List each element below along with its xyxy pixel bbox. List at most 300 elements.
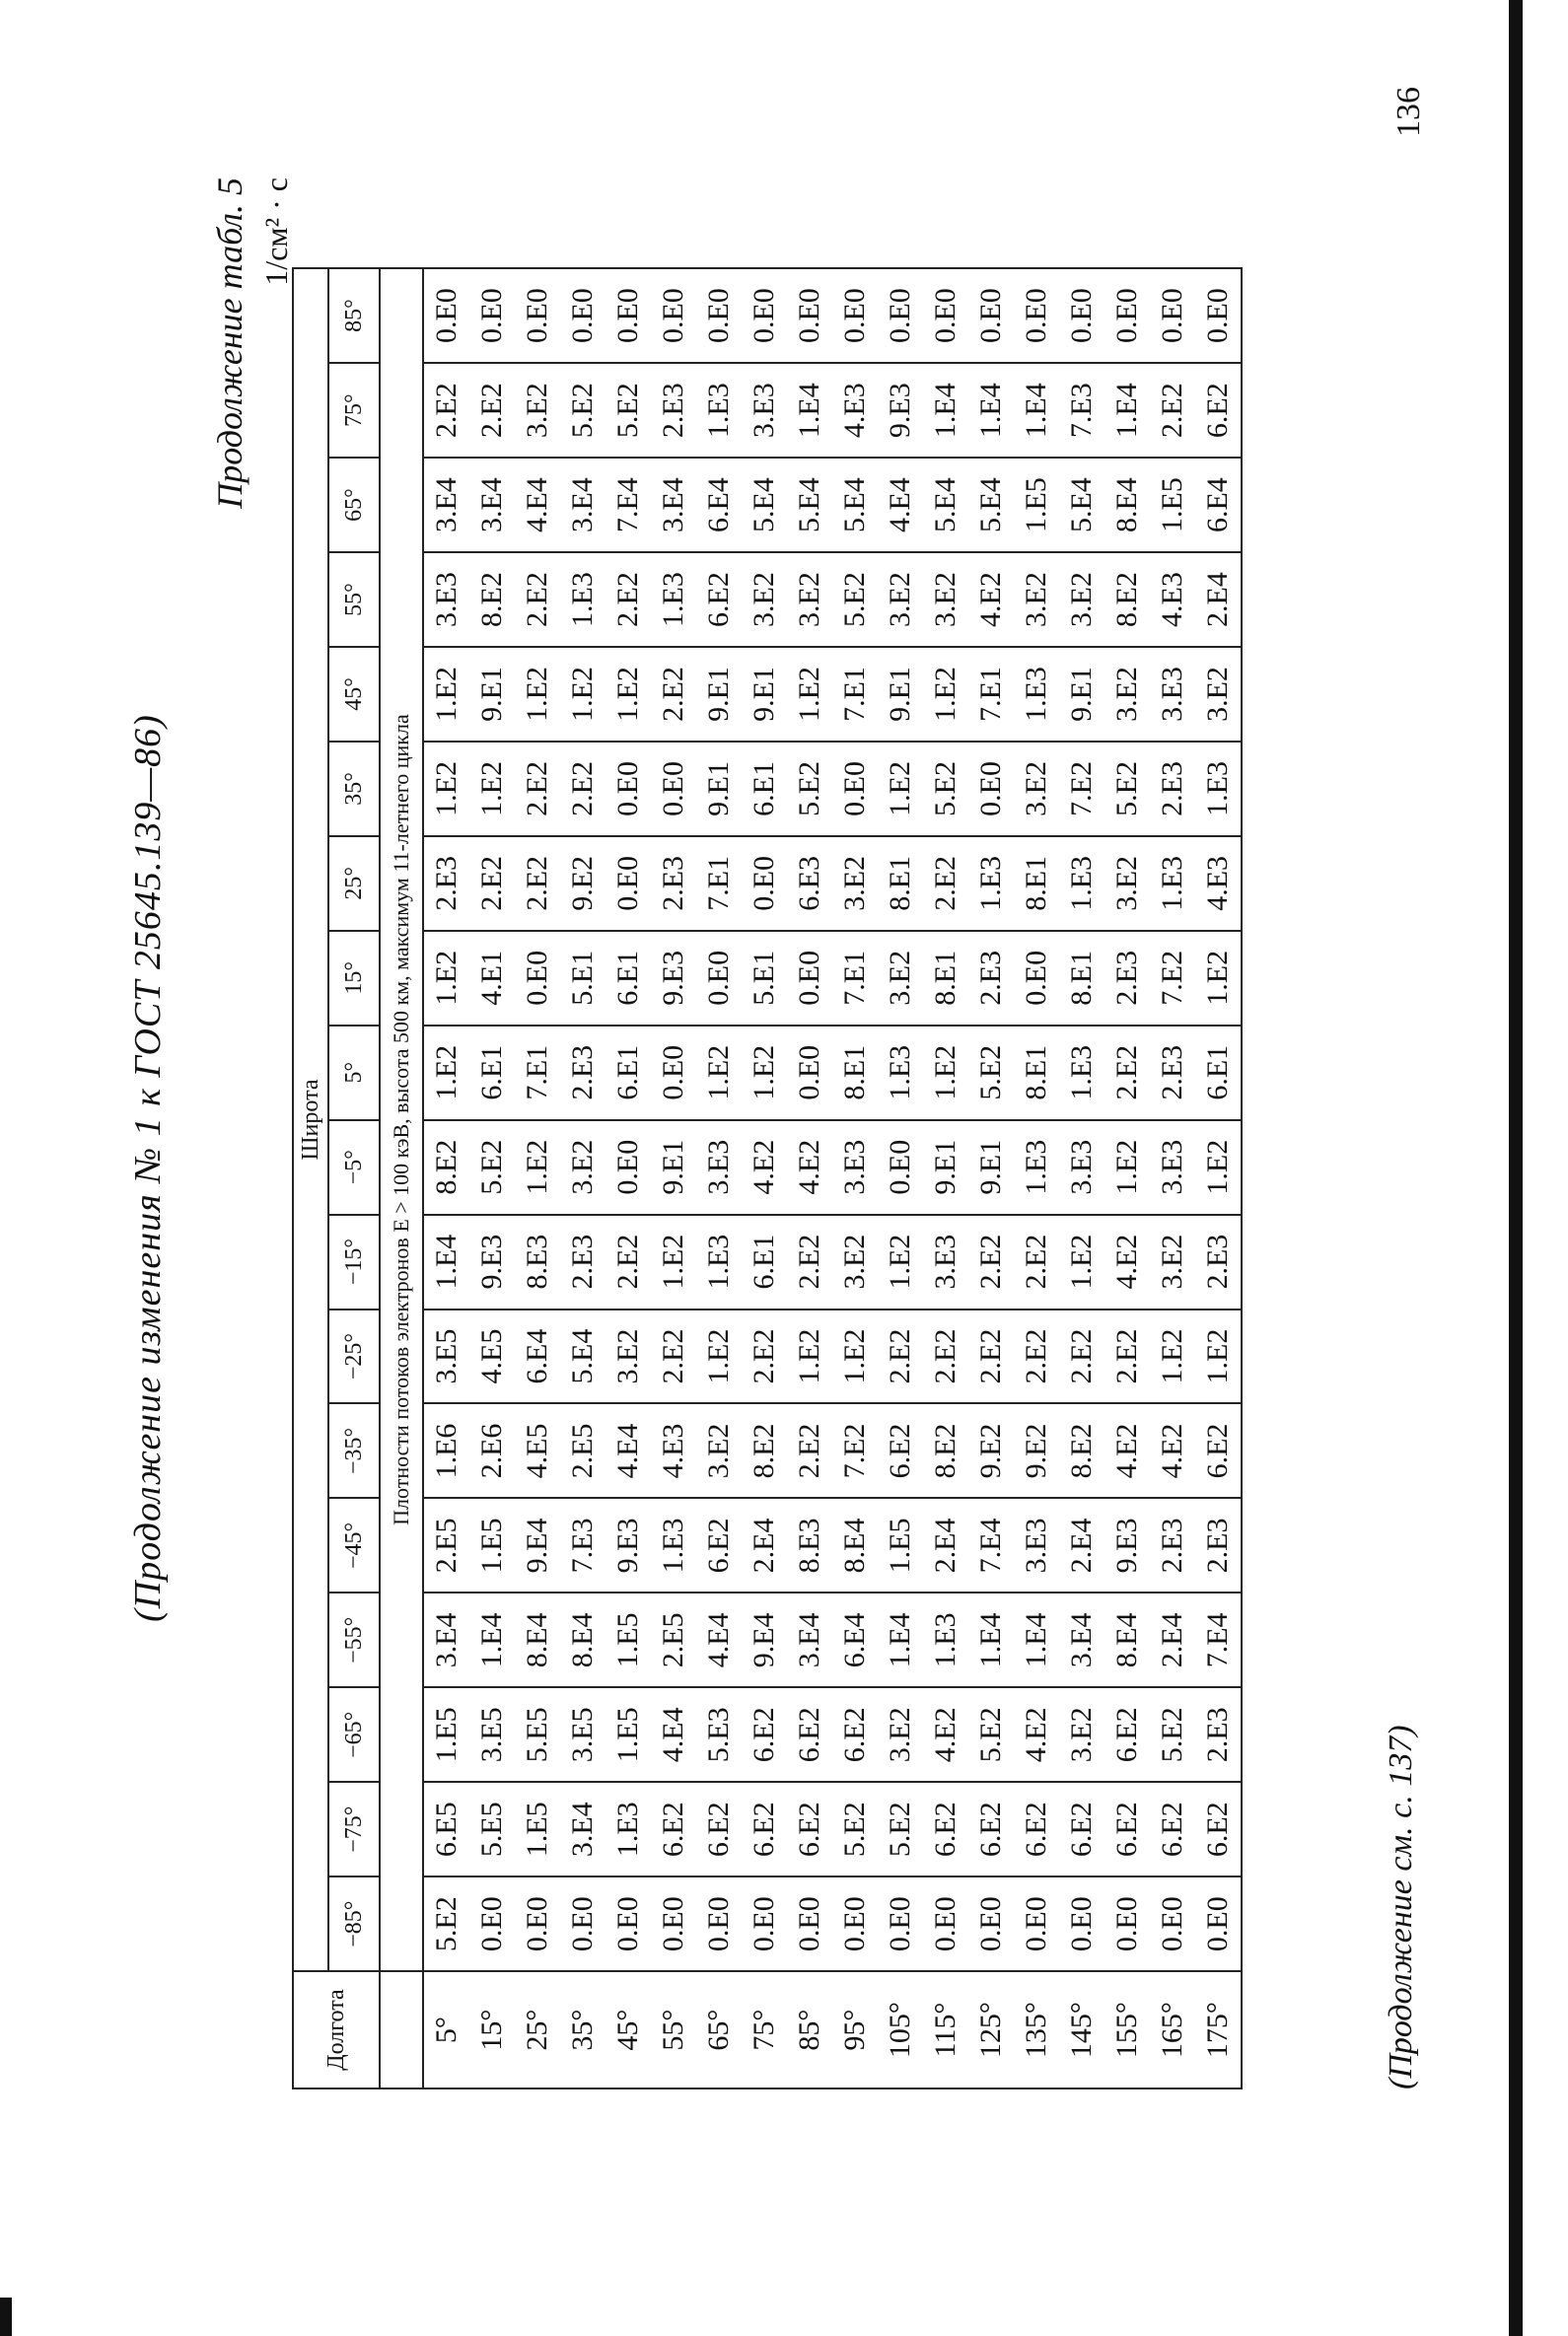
flux-value-cell: 1.E3 [878,1026,923,1120]
flux-value-cell: 2.E2 [651,647,696,742]
flux-value-cell: 3.E5 [423,1310,469,1404]
flux-value-cell: 1.E4 [968,1593,1014,1687]
flux-value-cell: 7.E1 [515,1026,560,1120]
flux-value-cell: 2.E3 [651,363,696,458]
flux-value-cell: 4.E2 [742,1120,787,1215]
flux-value-cell: 1.E2 [696,1310,742,1404]
flux-value-cell: 0.E0 [423,268,469,363]
flux-value-cell: 5.E2 [878,1782,923,1876]
flux-value-cell: 1.E3 [968,836,1014,931]
flux-value-cell: 1.E2 [787,647,832,742]
flux-value-cell: 1.E4 [469,1593,515,1687]
flux-value-cell: 1.E2 [515,647,560,742]
flux-value-cell: 3.E3 [1014,1498,1059,1593]
flux-value-cell: 5.E1 [742,931,787,1026]
flux-value-cell: 1.E6 [423,1404,469,1499]
flux-value-cell: 1.E3 [1059,836,1105,931]
longitude-cell: 175° [1195,1971,1242,2088]
flux-value-cell: 5.E5 [515,1687,560,1782]
flux-value-cell: 6.E2 [742,1687,787,1782]
flux-value-cell: 8.E2 [923,1404,968,1499]
latitude-column-header: −75° [328,1782,380,1876]
page-number: 136 [1390,87,1427,137]
flux-value-cell: 9.E1 [878,647,923,742]
flux-value-cell: 8.E4 [1105,458,1150,552]
flux-value-cell: 5.E2 [832,1782,878,1876]
flux-value-cell: 6.E4 [696,458,742,552]
flux-value-cell: 3.E2 [1014,742,1059,836]
flux-value-cell: 0.E0 [1105,268,1150,363]
flux-value-cell: 7.E3 [560,1498,606,1593]
flux-value-cell: 1.E2 [560,647,606,742]
flux-value-cell: 2.E4 [1195,552,1242,647]
flux-value-cell: 0.E0 [606,742,651,836]
flux-value-cell: 0.E0 [1195,268,1242,363]
scan-edge-bar [1509,0,1523,2336]
flux-value-cell: 5.E2 [423,1876,469,1971]
flux-value-cell: 2.E2 [1014,1310,1059,1404]
flux-value-cell: 3.E2 [1105,836,1150,931]
longitude-cell: 15° [469,1971,515,2088]
flux-value-cell: 1.E2 [1150,1310,1195,1404]
flux-value-cell: 2.E2 [1059,1310,1105,1404]
flux-value-cell: 9.E4 [515,1498,560,1593]
flux-value-cell: 3.E4 [423,1593,469,1687]
flux-value-cell: 4.E2 [787,1120,832,1215]
table-row [742,268,787,2088]
flux-value-cell: 1.E2 [696,1026,742,1120]
flux-value-cell: 1.E3 [1059,1026,1105,1120]
flux-value-cell: 9.E3 [878,363,923,458]
flux-value-cell: 6.E2 [1150,1782,1195,1876]
flux-value-cell: 6.E1 [606,931,651,1026]
flux-value-cell: 0.E0 [742,836,787,931]
flux-value-cell: 0.E0 [469,1876,515,1971]
flux-value-cell: 1.E2 [423,647,469,742]
flux-value-cell: 6.E4 [515,1310,560,1404]
flux-value-cell: 6.E2 [878,1404,923,1499]
flux-value-cell: 1.E2 [423,931,469,1026]
flux-value-cell: 2.E4 [1150,1593,1195,1687]
flux-value-cell: 3.E2 [923,552,968,647]
flux-value-cell: 0.E0 [651,1876,696,1971]
flux-value-cell: 8.E4 [515,1593,560,1687]
flux-value-cell: 3.E2 [560,1120,606,1215]
latitude-column-header: 75° [328,363,380,458]
flux-value-cell: 8.E1 [878,836,923,931]
longitude-header: Долгота [293,1971,380,2088]
flux-value-cell: 3.E2 [1105,647,1150,742]
flux-value-cell: 2.E3 [423,836,469,931]
flux-value-cell: 0.E0 [696,931,742,1026]
flux-value-cell: 6.E1 [742,1215,787,1310]
flux-value-cell: 8.E2 [1105,552,1150,647]
flux-value-cell: 5.E4 [923,458,968,552]
latitude-column-header: −25° [328,1310,380,1404]
flux-value-cell: 2.E2 [878,1310,923,1404]
flux-value-cell: 8.E3 [787,1498,832,1593]
flux-value-cell: 1.E4 [1105,363,1150,458]
table-row [923,268,968,2088]
table-row [832,268,878,2088]
flux-value-cell: 1.E2 [1195,1120,1242,1215]
flux-value-cell: 8.E4 [832,1498,878,1593]
latitude-column-header: 15° [328,931,380,1026]
flux-value-cell: 0.E0 [787,1026,832,1120]
flux-value-cell: 8.E2 [469,552,515,647]
flux-value-cell: 0.E0 [606,268,651,363]
longitude-cell: 115° [923,1971,968,2088]
latitude-column-header: −5° [328,1120,380,1215]
flux-value-cell: 2.E2 [606,1215,651,1310]
flux-value-cell: 1.E5 [1014,458,1059,552]
flux-value-cell: 5.E1 [560,931,606,1026]
flux-value-cell: 1.E2 [742,1026,787,1120]
flux-value-cell: 0.E0 [696,1876,742,1971]
flux-value-cell: 1.E2 [469,742,515,836]
flux-value-cell: 3.E3 [1150,647,1195,742]
flux-value-cell: 8.E4 [1105,1593,1150,1687]
flux-value-cell: 3.E4 [651,458,696,552]
flux-value-cell: 5.E4 [832,458,878,552]
longitude-cell: 135° [1014,1971,1059,2088]
flux-value-cell: 7.E2 [1059,742,1105,836]
flux-value-cell: 5.E3 [696,1687,742,1782]
flux-value-cell: 0.E0 [1059,1876,1105,1971]
flux-value-cell: 0.E0 [1195,1876,1242,1971]
flux-value-cell: 6.E2 [1059,1782,1105,1876]
flux-value-cell: 5.E2 [560,363,606,458]
flux-value-cell: 7.E1 [696,836,742,931]
flux-value-cell: 2.E3 [1150,1498,1195,1593]
flux-value-cell: 1.E2 [1105,1120,1150,1215]
flux-value-cell: 1.E4 [787,363,832,458]
flux-value-cell: 3.E2 [878,1687,923,1782]
flux-value-cell: 4.E3 [1150,552,1195,647]
flux-value-cell: 5.E2 [606,363,651,458]
flux-value-cell: 3.E2 [696,1404,742,1499]
flux-value-cell: 7.E1 [832,931,878,1026]
flux-value-cell: 2.E2 [515,836,560,931]
flux-value-cell: 3.E3 [423,552,469,647]
longitude-cell: 85° [787,1971,832,2088]
flux-value-cell: 5.E4 [787,458,832,552]
table-row [1150,268,1195,2088]
flux-value-cell: 5.E2 [787,742,832,836]
flux-value-cell: 3.E2 [832,836,878,931]
flux-value-cell: 2.E3 [1195,1687,1242,1782]
flux-value-cell: 0.E0 [742,268,787,363]
flux-value-cell: 1.E2 [651,1215,696,1310]
longitude-cell: 155° [1105,1971,1150,2088]
flux-value-cell: 7.E3 [1059,363,1105,458]
flux-value-cell: 0.E0 [787,268,832,363]
flux-value-cell: 0.E0 [1014,931,1059,1026]
longitude-cell: 65° [696,1971,742,2088]
table-row [1014,268,1059,2088]
flux-value-cell: 0.E0 [1059,268,1105,363]
flux-value-cell: 2.E5 [651,1593,696,1687]
latitude-column-header: 35° [328,742,380,836]
continuation-note: (Продолжение см. с. 137) [1383,1725,1419,2089]
flux-value-cell: 0.E0 [878,1876,923,1971]
flux-value-cell: 6.E1 [1195,1026,1242,1120]
flux-value-cell: 2.E2 [1105,1310,1150,1404]
section-title: Плотности потоков электронов E > 100 кэВ, высота 500 км, максимум 11-летнего цикла [380,268,423,1971]
table-row [651,268,696,2088]
flux-value-cell: 9.E3 [651,931,696,1026]
flux-value-cell: 4.E2 [1105,1404,1150,1499]
flux-value-cell: 3.E2 [1195,647,1242,742]
flux-value-cell: 3.E4 [560,1782,606,1876]
flux-value-cell: 2.E2 [1105,1026,1150,1120]
flux-value-cell: 1.E2 [1195,1310,1242,1404]
flux-value-cell: 0.E0 [923,1876,968,1971]
table-unit: 1/см² · с [258,177,294,286]
flux-value-cell: 4.E2 [1014,1687,1059,1782]
flux-value-cell: 8.E1 [923,931,968,1026]
flux-value-cell: 4.E4 [651,1687,696,1782]
longitude-cell: 5° [423,1971,469,2088]
flux-value-cell: 1.E4 [1014,1593,1059,1687]
flux-value-cell: 4.E4 [606,1404,651,1499]
flux-value-cell: 3.E2 [832,1215,878,1310]
flux-value-cell: 7.E4 [1195,1593,1242,1687]
flux-value-cell: 0.E0 [968,1876,1014,1971]
flux-value-cell: 1.E2 [423,742,469,836]
flux-value-cell: 9.E1 [696,742,742,836]
flux-value-cell: 6.E2 [696,552,742,647]
flux-value-cell: 4.E4 [515,458,560,552]
flux-value-cell: 9.E1 [742,647,787,742]
flux-value-cell: 2.E2 [469,363,515,458]
flux-value-cell: 1.E5 [469,1498,515,1593]
flux-value-cell: 6.E1 [742,742,787,836]
flux-value-cell: 0.E0 [469,268,515,363]
latitude-column-header: −85° [328,1876,380,1971]
flux-value-cell: 1.E5 [515,1782,560,1876]
table-row [1105,268,1150,2088]
flux-value-cell: 2.E4 [742,1498,787,1593]
flux-value-cell: 1.E3 [606,1782,651,1876]
flux-value-cell: 9.E3 [606,1498,651,1593]
flux-value-cell: 1.E2 [1059,1215,1105,1310]
flux-value-cell: 3.E4 [787,1593,832,1687]
flux-value-cell: 2.E2 [423,363,469,458]
flux-value-cell: 6.E2 [832,1687,878,1782]
flux-value-cell: 0.E0 [696,268,742,363]
flux-value-cell: 1.E3 [696,363,742,458]
flux-value-cell: 5.E2 [1105,742,1150,836]
table-row [515,268,560,2088]
flux-value-cell: 3.E2 [742,552,787,647]
flux-value-cell: 8.E3 [515,1215,560,1310]
flux-value-cell: 8.E2 [1059,1404,1105,1499]
flux-value-cell: 8.E1 [1014,1026,1059,1120]
flux-value-cell: 8.E4 [560,1593,606,1687]
flux-value-cell: 5.E4 [1059,458,1105,552]
flux-value-cell: 5.E4 [968,458,1014,552]
flux-value-cell: 0.E0 [515,268,560,363]
flux-value-cell: 0.E0 [742,1876,787,1971]
flux-value-cell: 0.E0 [1014,1876,1059,1971]
flux-value-cell: 4.E4 [696,1593,742,1687]
flux-value-cell: 0.E0 [606,836,651,931]
flux-value-cell: 4.E3 [651,1404,696,1499]
flux-value-cell: 2.E3 [1105,931,1150,1026]
flux-value-cell: 0.E0 [515,931,560,1026]
table-row [606,268,651,2088]
flux-value-cell: 3.E4 [423,458,469,552]
flux-value-cell: 3.E2 [878,931,923,1026]
flux-value-cell: 1.E5 [606,1687,651,1782]
flux-value-cell: 9.E2 [560,836,606,931]
flux-value-cell: 7.E2 [1150,931,1195,1026]
flux-value-cell: 0.E0 [560,268,606,363]
flux-value-cell: 9.E1 [923,1120,968,1215]
flux-value-cell: 6.E2 [696,1782,742,1876]
flux-value-cell: 8.E2 [742,1404,787,1499]
flux-value-cell: 4.E4 [878,458,923,552]
flux-value-cell: 2.E2 [560,742,606,836]
flux-value-cell: 1.E3 [696,1215,742,1310]
flux-value-cell: 2.E2 [515,552,560,647]
flux-value-cell: 9.E3 [1105,1498,1150,1593]
flux-value-cell: 9.E4 [742,1593,787,1687]
flux-value-cell: 0.E0 [1150,1876,1195,1971]
flux-value-cell: 2.E4 [923,1498,968,1593]
latitude-column-header: 55° [328,552,380,647]
flux-value-cell: 9.E2 [1014,1404,1059,1499]
latitude-column-header: 25° [328,836,380,931]
flux-value-cell: 3.E2 [1150,1215,1195,1310]
flux-value-cell: 4.E2 [968,552,1014,647]
flux-value-cell: 2.E3 [560,1215,606,1310]
flux-value-cell: 9.E1 [1059,647,1105,742]
flux-value-cell: 3.E2 [1059,552,1105,647]
table-row [696,268,742,2088]
flux-value-cell: 4.E2 [923,1687,968,1782]
flux-value-cell: 2.E2 [923,836,968,931]
flux-value-cell: 0.E0 [787,1876,832,1971]
flux-value-cell: 9.E1 [469,647,515,742]
flux-value-cell: 1.E2 [832,1310,878,1404]
flux-value-cell: 1.E2 [423,1026,469,1120]
flux-value-cell: 1.E5 [423,1687,469,1782]
flux-value-cell: 5.E4 [560,1310,606,1404]
flux-value-cell: 2.E5 [560,1404,606,1499]
flux-value-cell: 4.E1 [469,931,515,1026]
flux-value-cell: 9.E1 [696,647,742,742]
flux-value-cell: 1.E4 [423,1215,469,1310]
flux-value-cell: 2.E2 [742,1310,787,1404]
flux-density-table [292,267,1243,2089]
flux-value-cell: 3.E3 [696,1120,742,1215]
flux-value-cell: 0.E0 [651,268,696,363]
flux-value-cell: 6.E4 [832,1593,878,1687]
flux-value-cell: 3.E3 [742,363,787,458]
flux-value-cell: 6.E2 [1195,1404,1242,1499]
table-row [560,268,606,2088]
flux-value-cell: 3.E2 [1059,1687,1105,1782]
flux-value-cell: 8.E1 [1059,931,1105,1026]
flux-value-cell: 2.E3 [651,836,696,931]
flux-value-cell: 3.E5 [560,1687,606,1782]
flux-value-cell: 0.E0 [560,1876,606,1971]
flux-value-cell: 3.E2 [515,363,560,458]
flux-value-cell: 1.E3 [651,1498,696,1593]
flux-value-cell: 3.E4 [469,458,515,552]
flux-value-cell: 1.E2 [787,1310,832,1404]
flux-value-cell: 1.E4 [923,363,968,458]
flux-value-cell: 1.E2 [923,647,968,742]
flux-value-cell: 0.E0 [968,268,1014,363]
flux-value-cell: 5.E2 [968,1687,1014,1782]
flux-value-cell: 2.E3 [1150,742,1195,836]
flux-value-cell: 3.E3 [1150,1120,1195,1215]
flux-value-cell: 8.E1 [832,1026,878,1120]
flux-value-cell: 4.E5 [469,1310,515,1404]
flux-value-cell: 1.E5 [878,1498,923,1593]
flux-value-cell: 1.E3 [1014,647,1059,742]
flux-value-cell: 6.E2 [968,1782,1014,1876]
flux-value-cell: 7.E2 [832,1404,878,1499]
table-row [1195,268,1242,2088]
flux-value-cell: 1.E2 [515,1120,560,1215]
flux-value-cell: 0.E0 [606,1120,651,1215]
flux-value-cell: 1.E3 [651,552,696,647]
table-row [787,268,832,2088]
flux-value-cell: 6.E2 [1105,1782,1150,1876]
flux-value-cell: 2.E5 [423,1498,469,1593]
latitude-column-header: −55° [328,1593,380,1687]
flux-value-cell: 8.E2 [423,1120,469,1215]
flux-value-cell: 2.E2 [469,836,515,931]
flux-value-cell: 9.E1 [968,1120,1014,1215]
flux-value-cell: 0.E0 [832,268,878,363]
flux-value-cell: 5.E2 [1150,1687,1195,1782]
longitude-cell: 25° [515,1971,560,2088]
flux-value-cell: 0.E0 [923,268,968,363]
latitude-header: Широта [293,268,328,1971]
latitude-column-header: −15° [328,1215,380,1310]
flux-value-cell: 4.E2 [1150,1404,1195,1499]
table-row [968,268,1014,2088]
flux-value-cell: 3.E2 [1014,552,1059,647]
latitude-values-row [328,268,380,2088]
latitude-column-header: −45° [328,1498,380,1593]
flux-value-cell: 0.E0 [1105,1876,1150,1971]
flux-value-cell: 5.E4 [742,458,787,552]
flux-value-cell: 1.E5 [1150,458,1195,552]
latitude-column-header: 65° [328,458,380,552]
flux-value-cell: 2.E3 [1195,1498,1242,1593]
flux-value-cell: 2.E2 [787,1404,832,1499]
latitude-column-header: 45° [328,647,380,742]
flux-value-cell: 2.E2 [787,1215,832,1310]
flux-value-cell: 1.E2 [878,742,923,836]
flux-value-cell: 6.E4 [1195,458,1242,552]
flux-value-cell: 1.E4 [968,363,1014,458]
flux-value-cell: 2.E3 [968,931,1014,1026]
flux-value-cell: 6.E2 [651,1782,696,1876]
flux-value-cell: 8.E1 [1014,836,1059,931]
flux-value-cell: 2.E3 [560,1026,606,1120]
flux-value-cell: 9.E2 [968,1404,1014,1499]
flux-value-cell: 4.E2 [1105,1215,1150,1310]
table-row [423,268,469,2088]
flux-value-cell: 3.E3 [832,1120,878,1215]
